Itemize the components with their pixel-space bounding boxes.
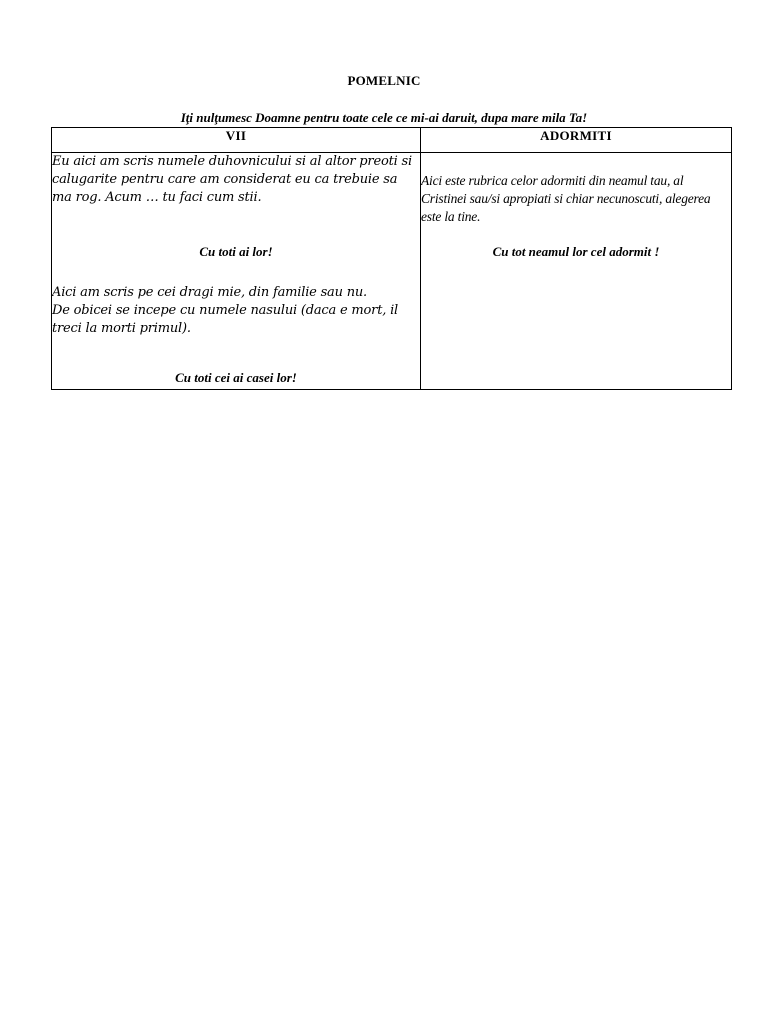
vii-blessing-1: Cu toti ai lor! — [199, 244, 273, 259]
vii-cell — [52, 153, 421, 390]
vii-family-line-1: Aici am scris pe cei dragi mie, din familie sau nu. — [52, 285, 367, 300]
adormiti-cell — [421, 153, 732, 390]
vii-family-line-2: De obicei se incepe cu numele nasului (daca e mort, il treci la morti primul). — [52, 303, 398, 336]
column-header-vii: VII — [52, 128, 421, 153]
pomelnic-table — [51, 127, 732, 390]
document-title: POMELNIC — [347, 73, 421, 88]
vii-intro-text: Eu aici am scris numele duhovnicului si al altor preoti si calugarite pentru care am considerat eu ca trebuie sa ma rog. Acum … tu faci cum stii. — [52, 154, 412, 205]
table-body-row — [52, 153, 732, 390]
document-subtitle: Iţi nulţumesc Doamne pentru toate cele ce mi-ai daruit, dupa mare mila Ta! — [180, 110, 588, 125]
column-header-adormiti: ADORMITI — [421, 128, 732, 153]
adormiti-intro-text: Aici este rubrica celor adormiti din neamul tau, al Cristinei sau/si apropiati si chiar necunoscuti, alegerea este la tine. — [421, 173, 711, 224]
vii-blessing-2: Cu toti cei ai casei lor! — [175, 370, 297, 385]
adormiti-blessing: Cu tot neamul lor cel adormit ! — [492, 244, 660, 259]
table-header-row — [52, 128, 732, 153]
